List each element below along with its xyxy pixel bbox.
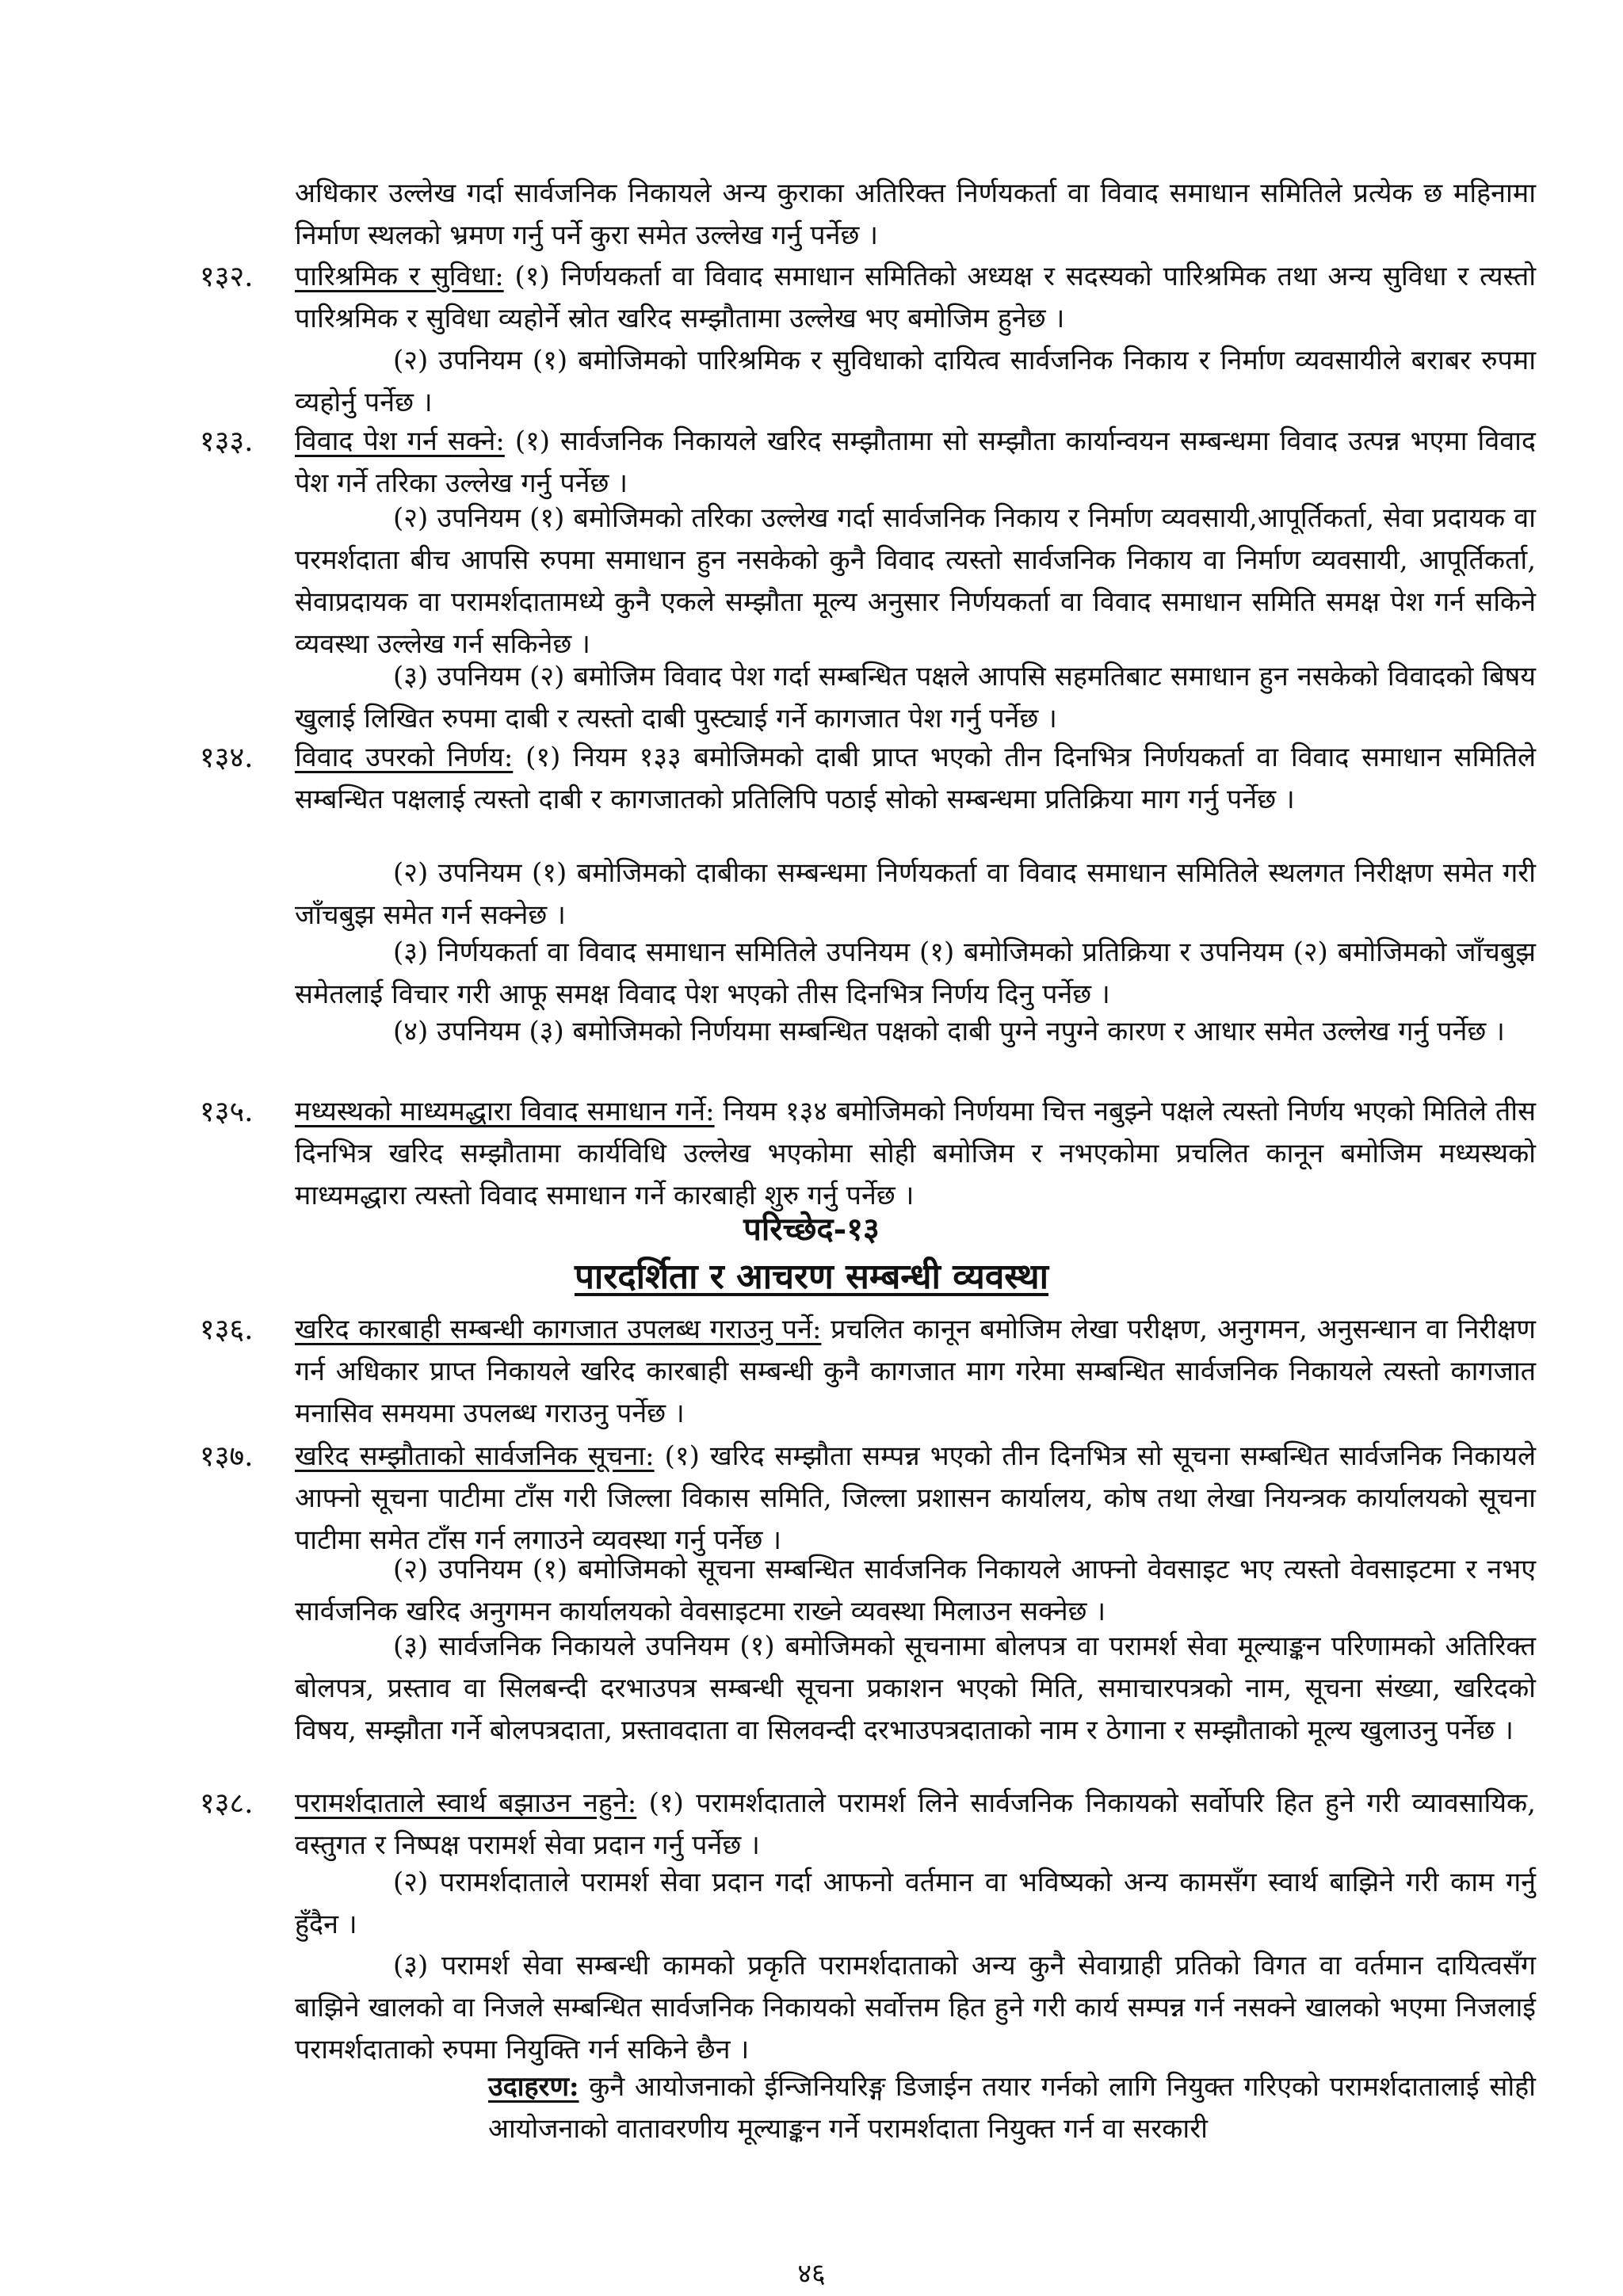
- rule-134-clause-3: (३) निर्णयकर्ता वा विवाद समाधान समितिले उपनियम (१) बमोजिमको प्रतिक्रिया र उपनियम (२) बमोजिमको जाँचबुझ समेतलाई विचार गरी आफू समक्ष विवाद पेश भएको तीस दिनभित्र निर्णय दिनु पर्नेछ ।: [295, 936, 1536, 1010]
- rule-134-heading: विवाद उपरको निर्णय:: [295, 742, 514, 773]
- rule-132-clause-2: (२) उपनियम (१) बमोजिमको पारिश्रमिक र सुविधाको दायित्व सार्वजनिक निकाय र निर्माण व्यवसायीले बराबर रुपमा व्यहोर्नु पर्नेछ ।: [295, 345, 1536, 418]
- rule-number-136: १३६.: [200, 1314, 254, 1346]
- rule-number-134: १३४.: [200, 742, 254, 774]
- rule-132-heading: पारिश्रमिक र सुविधा:: [295, 261, 504, 292]
- rule-number-135: १३५.: [200, 1096, 254, 1128]
- intro-paragraph: अधिकार उल्लेख गर्दा सार्वजनिक निकायले अन्य कुराका अतिरिक्त निर्णयकर्ता वा विवाद समाधान समितिले प्रत्येक छ महिनामा निर्माण स्थलको भ्रमण गर्नु पर्ने कुरा समेत उल्लेख गर्नु पर्नेछ ।: [295, 177, 1536, 251]
- rule-number-137: १३७.: [200, 1440, 254, 1473]
- rule-136-clause-1-text: प्रचलित कानून बमोजिम लेखा परीक्षण, अनुगमन, अनुसन्धान वा निरीक्षण गर्न अधिकार प्राप्त निकायले खरिद कारबाही सम्बन्धी कुनै कागजात माग गरेमा सम्बन्धित सार्वजनिक निकायले त्यस्तो कागजात मनासिव समयमा उपलब्ध गराउनु पर्नेछ ।: [295, 1314, 1536, 1429]
- rule-number-138: १३८.: [200, 1787, 254, 1820]
- rule-number-132: १३२.: [200, 261, 254, 293]
- chapter-number: परिच्छेद-१३: [743, 1211, 880, 1248]
- rule-135-clause-1-text: नियम १३४ बमोजिमको निर्णयमा चित्त नबुझ्ने पक्षले त्यस्तो निर्णय भएको मितिले तीस दिनभित्र खरिद सम्झौतामा कार्यविधि उल्लेख भएकोमा सोही बमोजिम र नभएकोमा प्रचलित कानून बमोजिम मध्यस्थको माध्यमद्धारा त्यस्तो विवाद समाधान गर्ने कारबाही शुरु गर्नु पर्नेछ ।: [295, 1096, 1536, 1211]
- rule-137-clause-3: (३) सार्वजनिक निकायले उपनियम (१) बमोजिमको सूचनामा बोलपत्र वा परामर्श सेवा मूल्याङ्कन परिणामको अतिरिक्त बोलपत्र, प्रस्ताव वा सिलबन्दी दरभाउपत्र सम्बन्धी सूचना प्रकाशन भएको मिति, समाचारपत्रको नाम, सूचना संख्या, खरिदको विषय, सम्झौता गर्ने बोलपत्रदाता, प्रस्तावदाता वा सिलवन्दी दरभाउपत्रदाताको नाम र ठेगाना र सम्झौताको मूल्य खुलाउनु पर्नेछ ।: [295, 1630, 1536, 1746]
- rule-133-clause-1-text: (१) सार्वजनिक निकायले खरिद सम्झौतामा सो सम्झौता कार्यान्वयन सम्बन्धमा विवाद उत्पन्न भएमा विवाद पेश गर्ने तरिका उल्लेख गर्नु पर्नेछ ।: [295, 425, 1536, 499]
- rule-133-clause-3: (३) उपनियम (२) बमोजिम विवाद पेश गर्दा सम्बन्धित पक्षले आपसि सहमतिबाट समाधान हुन नसकेको विवादको बिषय खुलाई लिखित रुपमा दाबी र त्यस्तो दाबी पुस्ट्याई गर्ने कागजात पेश गर्नु पर्नेछ ।: [295, 661, 1536, 734]
- rule-132-clause-1-text: (१) निर्णयकर्ता वा विवाद समाधान समितिको अध्यक्ष र सदस्यको पारिश्रमिक तथा अन्य सुविधा र त्यस्तो पारिश्रमिक र सुविधा व्यहोर्ने स्रोत खरिद सम्झौतामा उल्लेख भए बमोजिम हुनेछ ।: [295, 261, 1537, 334]
- rule-133-clause-1: [295, 421, 1536, 505]
- rule-137-heading: खरिद सम्झौताको सार्वजनिक सूचना:: [295, 1440, 655, 1472]
- rule-134-clause-1: [295, 737, 1536, 821]
- rule-138-heading: परामर्शदाताले स्वार्थ बझाउन नहुने:: [295, 1787, 637, 1819]
- rule-132-clause-1: [295, 256, 1536, 340]
- rule-134-clause-1-text: (१) नियम १३३ बमोजिमको दाबी प्राप्त भएको तीन दिनभित्र निर्णयकर्ता वा विवाद समाधान समितिले सम्बन्धित पक्षलाई त्यस्तो दाबी र कागजातको प्रतिलिपि पठाई सोको सम्बन्धमा प्रतिक्रिया माग गर्नु पर्नेछ ।: [295, 742, 1536, 815]
- rule-133-clause-2: (२) उपनियम (१) बमोजिमको तरिका उल्लेख गर्दा सार्वजनिक निकाय र निर्माण व्यवसायी,आपूर्तिकर्ता, सेवा प्रदायक वा परमर्शदाता बीच आपसि रुपमा समाधान हुन नसकेको कुनै विवाद त्यस्तो सार्वजनिक निकाय वा निर्माण व्यवसायी, आपूर्तिकर्ता, सेवाप्रदायक वा परामर्शदातामध्ये कुनै एकले सम्झौता मूल्य अनुसार निर्णयकर्ता वा विवाद समाधान समिति समक्ष पेश गर्न सकिने व्यवस्था उल्लेख गर्न सकिनेछ ।: [295, 502, 1536, 660]
- rule-135-heading: मध्यस्थको माध्यमद्धारा विवाद समाधान गर्ने:: [295, 1096, 715, 1127]
- rule-136-heading: खरिद कारबाही सम्बन्धी कागजात उपलब्ध गराउनु पर्ने:: [295, 1314, 822, 1345]
- rule-138-clause-2: (२) परामर्शदाताले परामर्श सेवा प्रदान गर्दा आफनो वर्तमान वा भविष्यको अन्य कामसँग स्वार्थ बाझिने गरी काम गर्नु हुँदैन ।: [295, 1867, 1536, 1940]
- example-text: कुनै आयोजनाको ईन्जिनियरिङ्ग डिजाईन तयार गर्नको लागि नियुक्त गरिएको परामर्शदातालाई सोही आयोजनाको वातावरणीय मूल्याङ्कन गर्ने परामर्शदाता नियुक्त गर्न वा सरकारी: [488, 2071, 1536, 2145]
- rule-133-heading: विवाद पेश गर्न सक्ने:: [295, 425, 505, 457]
- rule-134-clause-4: (४) उपनियम (३) बमोजिमको निर्णयमा सम्बन्धित पक्षको दाबी पुग्ने नपुग्ने कारण र आधार समेत उल्लेख गर्नु पर्नेछ ।: [393, 1016, 1505, 1047]
- chapter-title-text: पारदर्शिता र आचरण सम्बन्धी व्यवस्था: [574, 1257, 1049, 1297]
- rule-138-clause-1-text: (१) परामर्शदाताले परामर्श लिने सार्वजनिक निकायको सर्वोपरि हित हुने गरी व्यावसायिक, वस्तुगत र निष्पक्ष परामर्श सेवा प्रदान गर्नु पर्नेछ ।: [295, 1787, 1536, 1861]
- rule-136-clause-1: [295, 1309, 1536, 1435]
- rule-138-clause-1: [295, 1783, 1536, 1867]
- rule-number-133: १३३.: [200, 425, 254, 458]
- page-number: ४६: [797, 2258, 826, 2290]
- rule-138-clause-3: (३) परामर्श सेवा सम्बन्धी कामको प्रकृति परामर्शदाताको अन्य कुनै सेवाग्राही प्रतिको विगत वा वर्तमान दायित्वसँग बाझिने खालको वा निजले सम्बन्धित सार्वजनिक निकायको सर्वोत्तम हित हुने गरी कार्य सम्पन्न गर्न नसक्ने खालको भएमा निजलाई परामर्शदाताको रुपमा नियुक्ति गर्न सकिने छैन ।: [295, 1950, 1536, 2065]
- rule-137-clause-1-text: (१) खरिद सम्झौता सम्पन्न भएको तीन दिनभित्र सो सूचना सम्बन्धित सार्वजनिक निकायले आफ्नो सूचना पाटीमा टाँस गरी जिल्ला विकास समिति, जिल्ला प्रशासन कार्यालय, कोष तथा लेखा नियन्त्रक कार्यालयको सूचना पाटीमा समेत टाँस गर्न लगाउने व्यवस्था गर्नु पर्नेछ ।: [295, 1440, 1536, 1556]
- rule-138-example: [295, 2066, 1536, 2150]
- chapter-title: [0, 1255, 1623, 1299]
- rule-134-clause-2: (२) उपनियम (१) बमोजिमको दाबीका सम्बन्धमा निर्णयकर्ता वा विवाद समाधान समितिले स्थलगत निरीक्षण समेत गरी जाँचबुझ समेत गर्न सक्नेछ ।: [295, 857, 1536, 931]
- rule-137-clause-1: [295, 1436, 1536, 1562]
- rule-135-clause-1: [295, 1091, 1536, 1217]
- example-label: उदाहरण:: [488, 2071, 579, 2103]
- rule-137-clause-2: (२) उपनियम (१) बमोजिमको सूचना सम्बन्धित सार्वजनिक निकायले आफ्नो वेवसाइट भए त्यस्तो वेवसाइटमा र नभए सार्वजनिक खरिद अनुगमन कार्यालयको वेवसाइटमा राख्ने व्यवस्था मिलाउन सक्नेछ ।: [295, 1554, 1536, 1627]
